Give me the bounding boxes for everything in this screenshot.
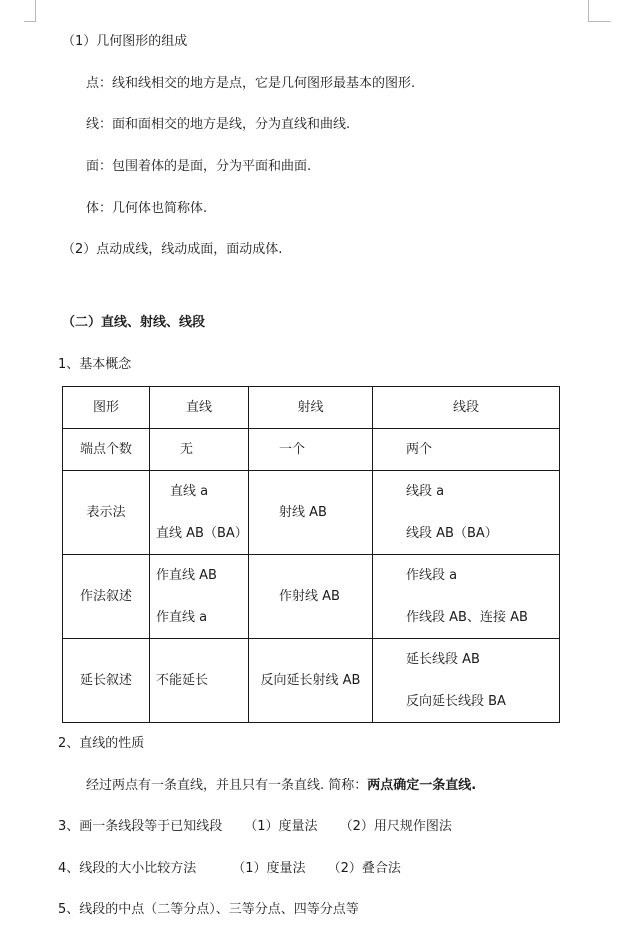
solid-definition: 体：几何体也简称体.	[86, 201, 208, 216]
cell-line-endpoints: 无	[150, 429, 249, 471]
surface-definition: 面：包围着体的是面，分为平面和曲面.	[86, 159, 312, 174]
item3-option-1: （1）度量法	[244, 819, 318, 834]
row-label-notation: 表示法	[63, 471, 150, 555]
cell-ray-notation: 射线 AB	[249, 471, 373, 555]
row-label-construction: 作法叙述	[63, 555, 150, 639]
cell-segment-extension	[373, 639, 560, 723]
line-definition: 线：面和面相交的地方是线，分为直线和曲线.	[86, 117, 351, 132]
cell-segment-notation	[373, 471, 560, 555]
segment-construction-2: 作线段 AB、连接 AB	[406, 609, 528, 625]
item4-option-1: （1）度量法	[232, 861, 306, 876]
concepts-table	[62, 386, 560, 723]
segment-extension-2: 反向延长线段 BA	[406, 693, 506, 709]
row-label-extension: 延长叙述	[63, 639, 150, 723]
cell-ray-endpoints: 一个	[249, 429, 373, 471]
table-row-notation	[63, 471, 560, 555]
segment-notation-1: 线段 a	[406, 483, 445, 499]
table-row-endpoints	[63, 429, 560, 471]
item-compare-segments	[58, 860, 401, 878]
basic-concepts-heading: 1、基本概念	[58, 357, 132, 372]
table-row-extension	[63, 639, 560, 723]
segment-extension-1: 延长线段 AB	[406, 651, 480, 667]
item-equal-segment	[58, 818, 452, 836]
cell-line-extension: 不能延长	[150, 639, 249, 723]
header-line: 直线	[150, 387, 249, 429]
point-definition: 点：线和线相交的地方是点，它是几何图形最基本的图形.	[86, 76, 416, 91]
item3-text: 3、画一条线段等于已知线段	[58, 819, 223, 834]
row-label-endpoints: 端点个数	[63, 429, 150, 471]
cell-segment-endpoints: 两个	[373, 429, 560, 471]
table-row-construction	[63, 555, 560, 639]
table-row-header	[63, 387, 560, 429]
crop-mark-top-left	[24, 0, 36, 22]
properties-statement	[86, 777, 476, 795]
crop-mark-top-right	[588, 0, 611, 22]
subheading-motion: （2）点动成线，线动成面，面动成体.	[62, 242, 283, 257]
cell-ray-construction: 作射线 AB	[249, 555, 373, 639]
item-midpoint: 5、线段的中点（二等分点）、三等分点、四等分点等	[58, 902, 359, 917]
header-ray: 射线	[249, 387, 373, 429]
segment-notation-2: 线段 AB（BA）	[406, 525, 498, 541]
subheading-composition: （1）几何图形的组成	[62, 34, 188, 49]
line-construction-2: 作直线 a	[156, 609, 208, 625]
item4-option-2: （2）叠合法	[327, 861, 401, 876]
cell-line-notation	[150, 471, 249, 555]
properties-text: 经过两点有一条直线，并且只有一条直线. 简称：	[86, 778, 368, 793]
section-title: （二）直线、射线、线段	[62, 315, 206, 330]
properties-heading: 2、直线的性质	[58, 736, 145, 751]
line-notation-1: 直线 a	[170, 483, 209, 499]
header-figure: 图形	[63, 387, 150, 429]
cell-line-construction	[150, 555, 249, 639]
segment-construction-1: 作线段 a	[406, 567, 458, 583]
properties-emphasis: 两点确定一条直线.	[367, 778, 477, 793]
header-segment: 线段	[373, 387, 560, 429]
line-construction-1: 作直线 AB	[156, 567, 217, 583]
cell-ray-extension: 反向延长射线 AB	[249, 639, 373, 723]
cell-segment-construction	[373, 555, 560, 639]
item4-text: 4、线段的大小比较方法	[58, 861, 197, 876]
item3-option-2: （2）用尺规作图法	[339, 819, 452, 834]
line-notation-2: 直线 AB（BA）	[156, 525, 248, 541]
